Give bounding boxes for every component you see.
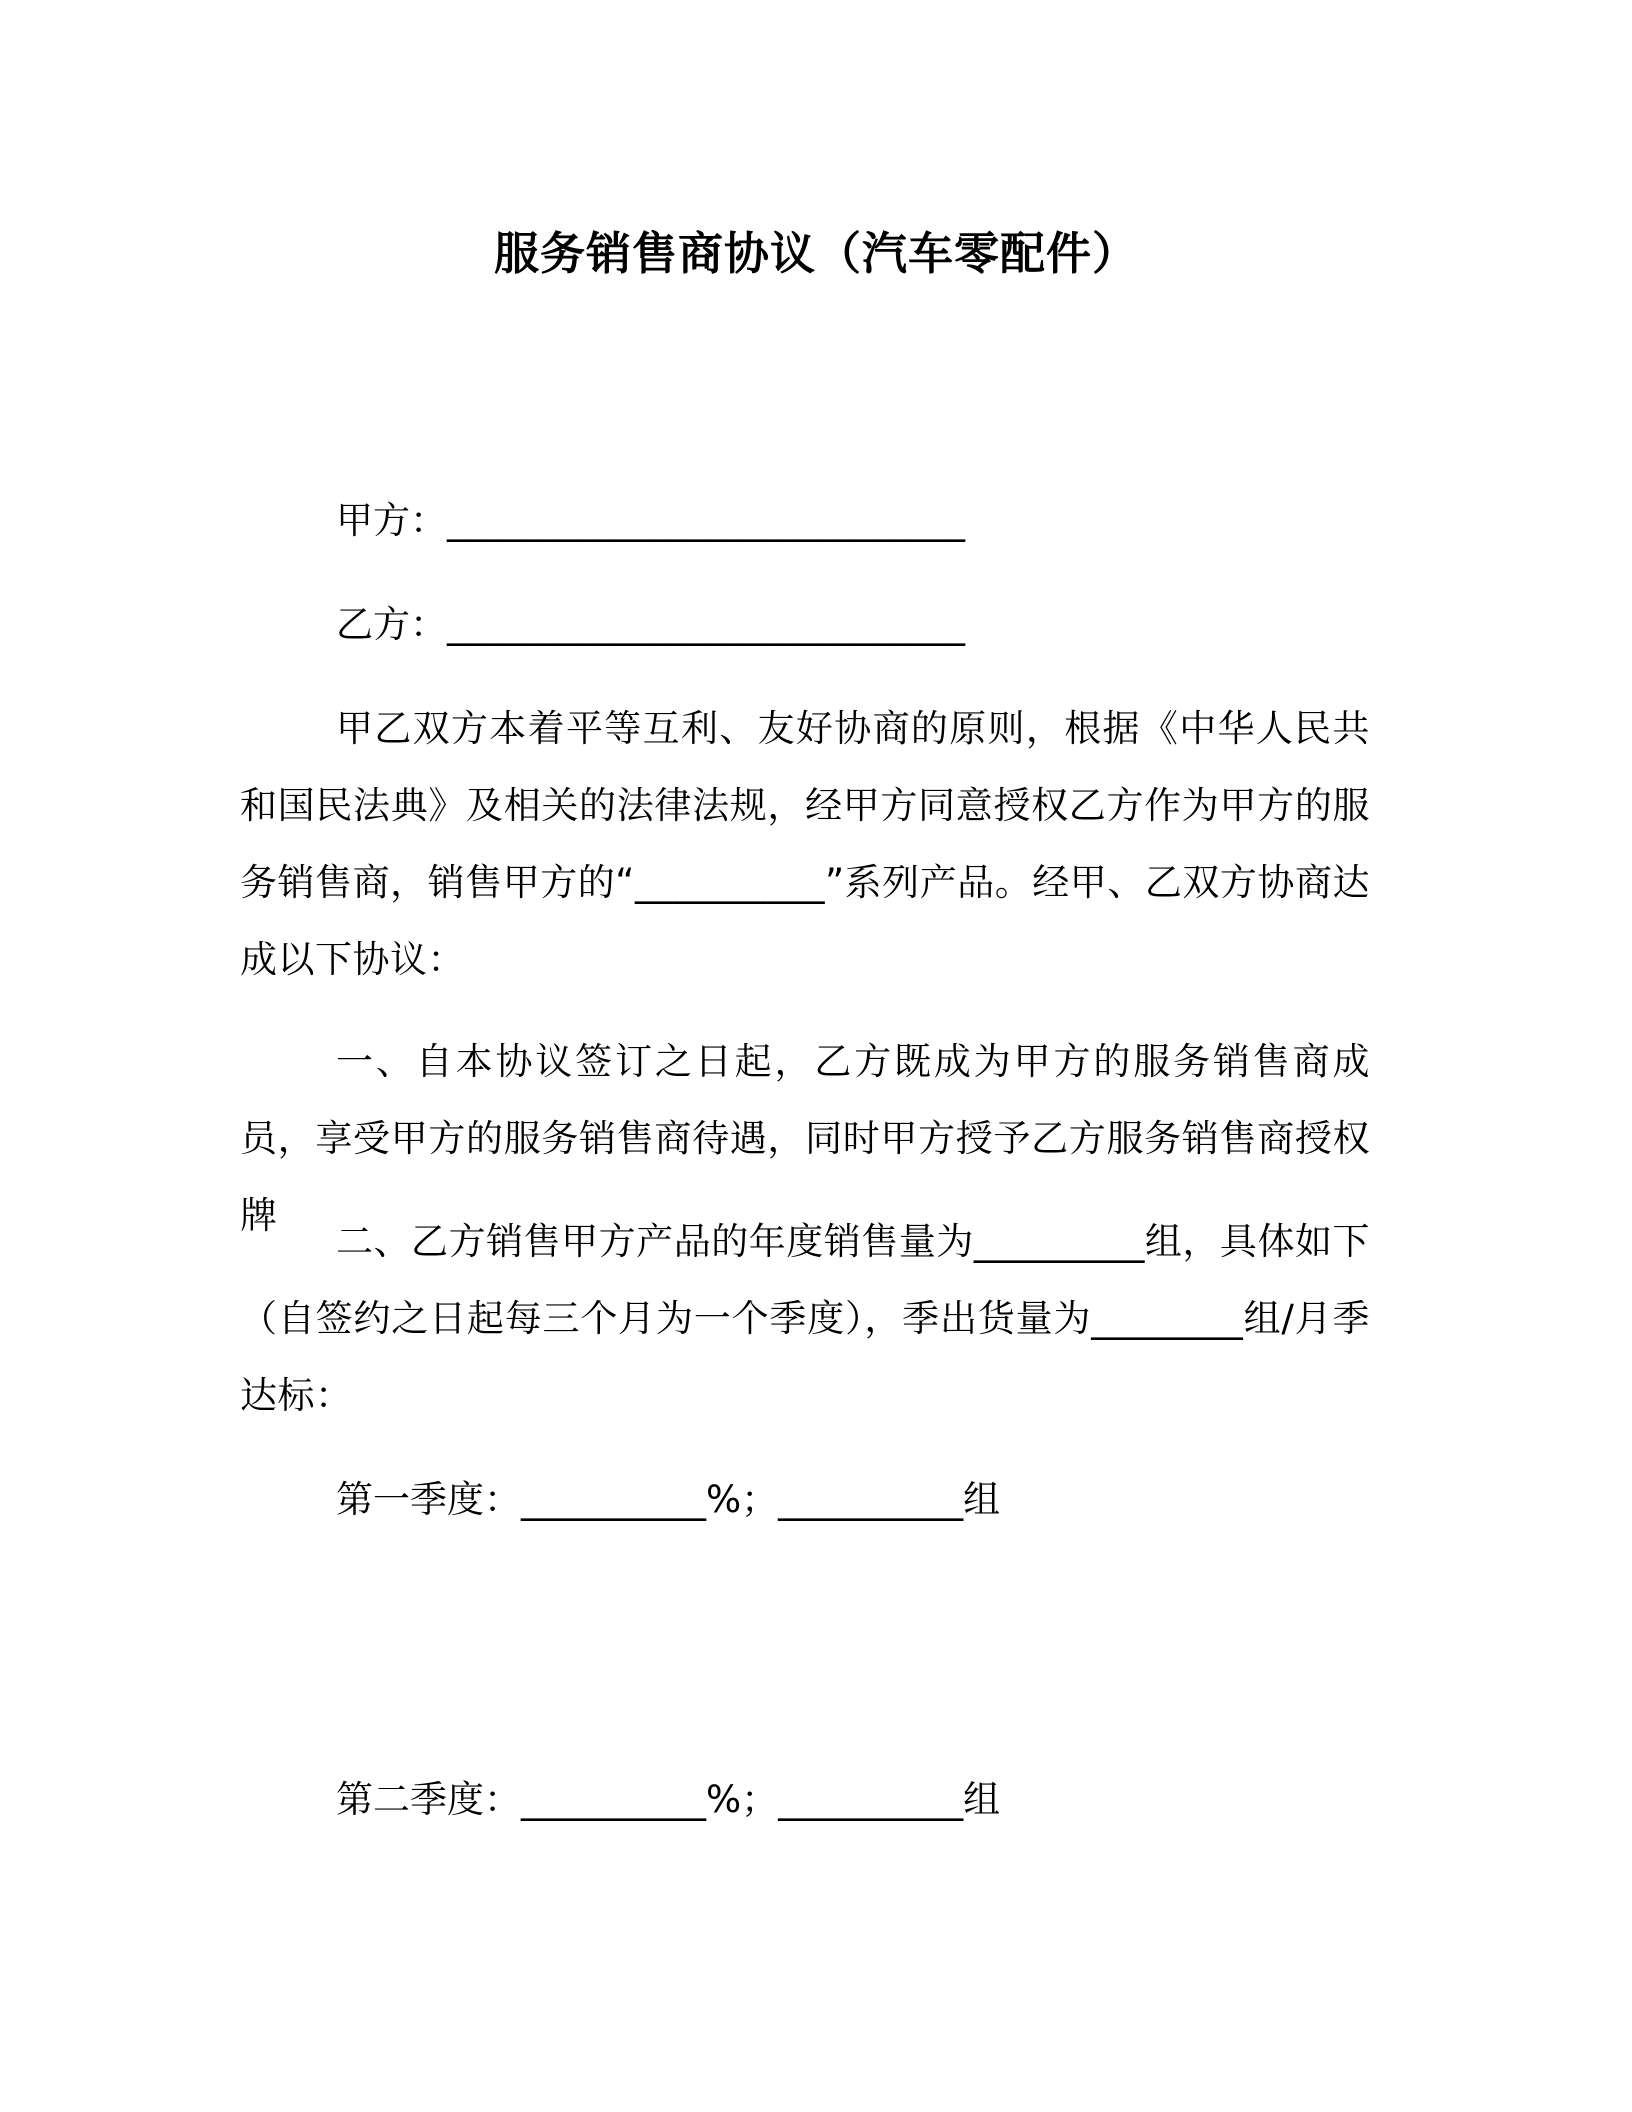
document-title: 服务销售商协议（汽车零配件） bbox=[493, 227, 1138, 280]
quarter-1-line: 第一季度：__________%；__________组 bbox=[336, 1478, 1001, 1521]
clause-2-paragraph: 二、乙方销售甲方产品的年度销售量为_________组，具体如下（自签约之日起每三个月为一个季度），季出货量为________组/月季达标： bbox=[240, 1220, 1370, 1417]
quarter-2-line: 第二季度：__________%；__________组 bbox=[336, 1778, 1001, 1821]
party-b-line: 乙方：____________________________ bbox=[336, 603, 965, 646]
party-a-line: 甲方：____________________________ bbox=[336, 499, 965, 542]
intro-paragraph: 甲乙双方本着平等互利、友好协商的原则，根据《中华人民共和国民法典》及相关的法律法规，经甲方同意授权乙方作为甲方的服务销售商，销售甲方的“__________”系列产品。经甲、乙双方协商达成以下协议： bbox=[240, 707, 1370, 981]
clause-1-paragraph: 一、自本协议签订之日起，乙方既成为甲方的服务销售商成员，享受甲方的服务销售商待遇，同时甲方授予乙方服务销售商授权牌 bbox=[240, 1040, 1370, 1237]
